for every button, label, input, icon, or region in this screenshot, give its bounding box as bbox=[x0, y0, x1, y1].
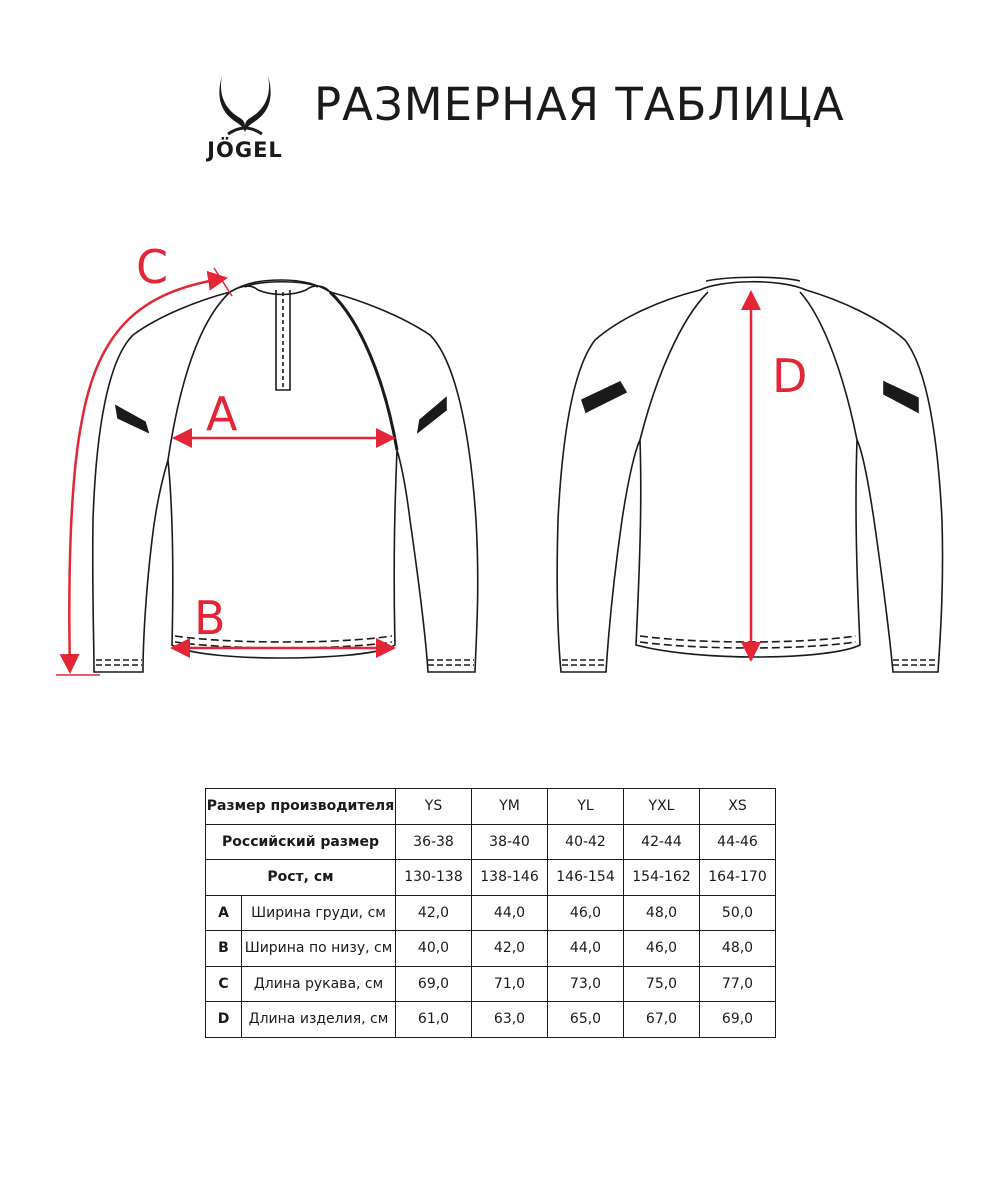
table-cell: YM bbox=[472, 789, 548, 825]
table-cell: 48,0 bbox=[624, 895, 700, 931]
measure-label: Ширина по низу, см bbox=[242, 931, 396, 967]
table-cell: 42,0 bbox=[472, 931, 548, 967]
table-cell: 48,0 bbox=[700, 931, 776, 967]
front-zipper bbox=[276, 290, 290, 390]
table-row bbox=[206, 895, 776, 931]
table-cell: 46,0 bbox=[548, 895, 624, 931]
front-collar bbox=[230, 286, 330, 295]
table-cell: 69,0 bbox=[700, 1002, 776, 1038]
measure-letter: C bbox=[206, 966, 242, 1002]
table-cell: 71,0 bbox=[472, 966, 548, 1002]
table-row bbox=[206, 824, 776, 860]
label-c: C bbox=[136, 240, 169, 294]
back-sleeve-stripe-right bbox=[884, 382, 918, 412]
table-cell: 44,0 bbox=[548, 931, 624, 967]
measure-label: Длина изделия, см bbox=[242, 1002, 396, 1038]
front-view bbox=[93, 280, 478, 672]
table-cell: YS bbox=[396, 789, 472, 825]
front-body-outline bbox=[93, 280, 478, 672]
page-title: РАЗМЕРНАЯ ТАБЛИЦА bbox=[314, 78, 845, 131]
front-sleeve-stripe-left bbox=[116, 406, 148, 432]
measurements bbox=[56, 268, 751, 675]
measure-letter: A bbox=[206, 895, 242, 931]
table-cell: 154-162 bbox=[624, 860, 700, 896]
table-cell: 63,0 bbox=[472, 1002, 548, 1038]
logo-text: JÖGEL bbox=[207, 138, 283, 162]
label-a: A bbox=[206, 387, 238, 441]
back-sleeve-stripe-left bbox=[582, 382, 626, 412]
table-cell: 138-146 bbox=[472, 860, 548, 896]
measure-letter: D bbox=[206, 1002, 242, 1038]
header-label: Рост, см bbox=[206, 860, 396, 896]
measure-label: Ширина груди, см bbox=[242, 895, 396, 931]
table-row bbox=[206, 860, 776, 896]
back-hem-stitch-2 bbox=[640, 642, 856, 648]
table-cell: 44,0 bbox=[472, 895, 548, 931]
table-row bbox=[206, 966, 776, 1002]
table-cell: 44-46 bbox=[700, 824, 776, 860]
table-cell: 75,0 bbox=[624, 966, 700, 1002]
back-collar bbox=[706, 277, 800, 281]
table-cell: 130-138 bbox=[396, 860, 472, 896]
label-d: D bbox=[772, 349, 808, 403]
table-cell: 46,0 bbox=[624, 931, 700, 967]
table-row bbox=[206, 931, 776, 967]
table-cell: 65,0 bbox=[548, 1002, 624, 1038]
table-cell: 42-44 bbox=[624, 824, 700, 860]
table-cell: 69,0 bbox=[396, 966, 472, 1002]
measure-label: Длина рукава, см bbox=[242, 966, 396, 1002]
measure-letter: B bbox=[206, 931, 242, 967]
label-b: B bbox=[194, 591, 226, 645]
table-row bbox=[206, 789, 776, 825]
table-cell: 38-40 bbox=[472, 824, 548, 860]
front-sleeve-stripe-right bbox=[418, 398, 446, 432]
table-cell: 42,0 bbox=[396, 895, 472, 931]
table-cell: 50,0 bbox=[700, 895, 776, 931]
front-raglan-right bbox=[330, 292, 397, 450]
table-row bbox=[206, 1002, 776, 1038]
table-cell: 61,0 bbox=[396, 1002, 472, 1038]
table-cell: 164-170 bbox=[700, 860, 776, 896]
table-cell: 40,0 bbox=[396, 931, 472, 967]
table-cell: 73,0 bbox=[548, 966, 624, 1002]
logo-mark-icon bbox=[190, 72, 300, 138]
garment-diagram bbox=[0, 230, 1000, 700]
header-label: Российский размер bbox=[206, 824, 396, 860]
back-raglan-left bbox=[640, 292, 708, 440]
header-label: Размер производителя bbox=[206, 789, 396, 825]
table-cell: YXL bbox=[624, 789, 700, 825]
size-table-body bbox=[206, 789, 776, 1038]
brand-logo bbox=[190, 72, 300, 172]
table-cell: 146-154 bbox=[548, 860, 624, 896]
table-cell: XS bbox=[700, 789, 776, 825]
table-cell: 77,0 bbox=[700, 966, 776, 1002]
table-cell: 40-42 bbox=[548, 824, 624, 860]
back-raglan-right bbox=[800, 292, 857, 440]
table-cell: 36-38 bbox=[396, 824, 472, 860]
measure-c-tick-top bbox=[214, 268, 232, 296]
table-cell: 67,0 bbox=[624, 1002, 700, 1038]
size-table bbox=[205, 788, 776, 1038]
table-cell: YL bbox=[548, 789, 624, 825]
back-hem-stitch bbox=[640, 636, 856, 642]
